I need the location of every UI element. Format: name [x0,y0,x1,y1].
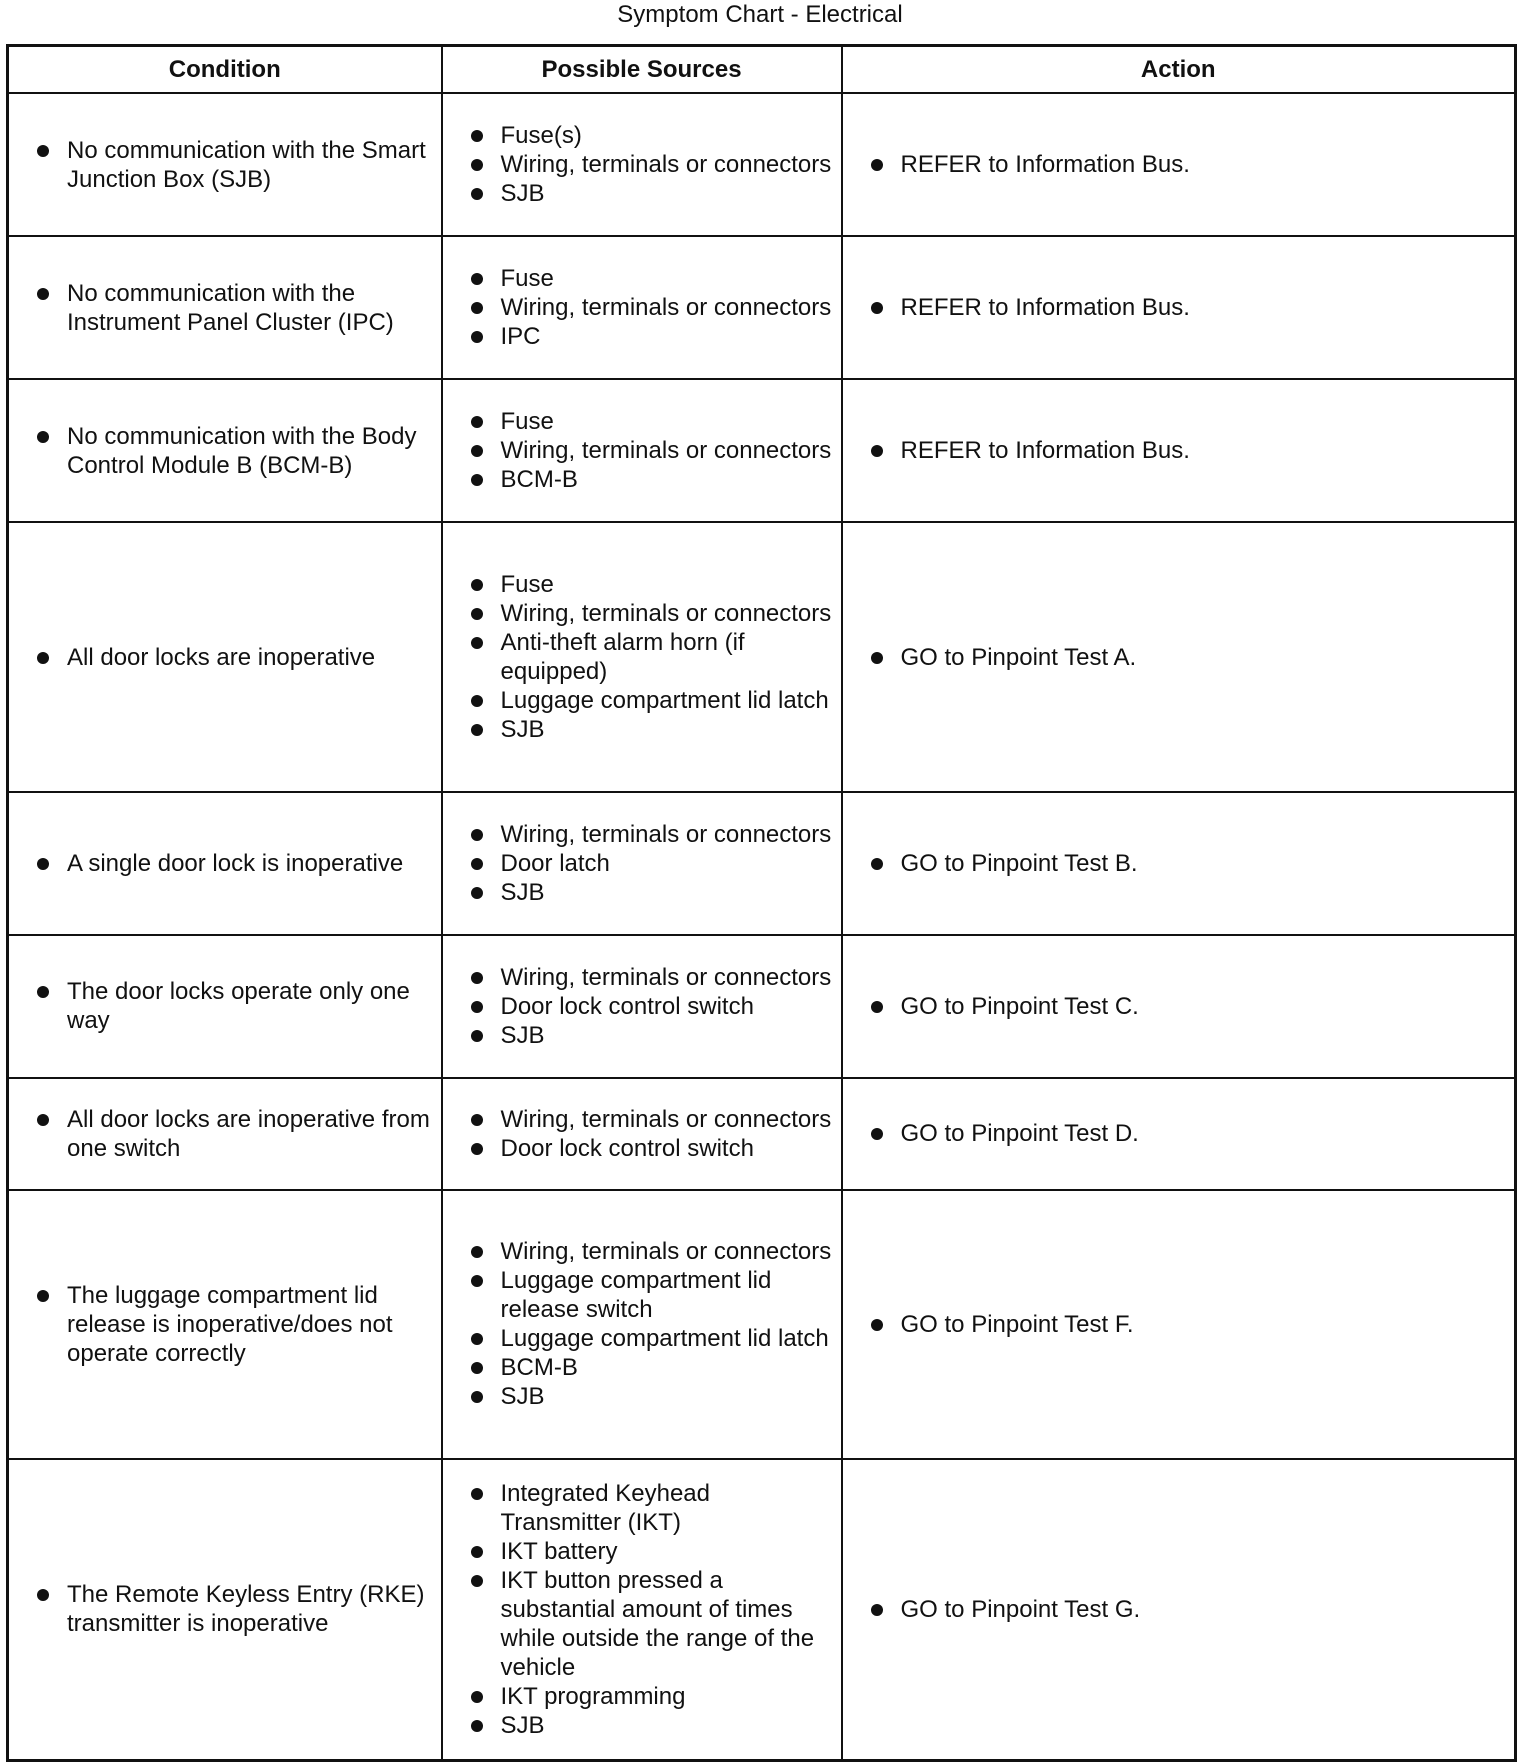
possible-sources-cell [442,93,842,236]
header-possible-sources: Possible Sources [442,46,842,94]
condition-text: The Remote Keyless Entry (RKE) transmitter is inoperative [35,1580,433,1638]
chart-title: Symptom Chart - Electrical [617,1,903,28]
condition-list [35,849,433,878]
condition-cell [8,93,442,236]
condition-text: The door locks operate only one way [35,977,433,1035]
condition-cell [8,1190,442,1459]
action-cell [842,935,1516,1078]
action-cell [842,1190,1516,1459]
action-text: REFER to Information Bus. [869,436,1507,465]
source-item: Luggage compartment lid latch [469,1324,833,1353]
condition-list [35,422,433,480]
sources-list [469,963,833,1050]
chart-body [8,93,1516,1761]
condition-list [35,1281,433,1368]
condition-cell [8,1459,442,1761]
table-row [8,1459,1516,1761]
action-list [869,436,1507,465]
source-item: SJB [469,1711,833,1740]
action-list [869,643,1507,672]
source-item: Integrated Keyhead Transmitter (IKT) [469,1479,833,1537]
condition-text: No communication with the Smart Junction Box (SJB) [35,136,433,194]
source-item: Fuse [469,264,833,293]
action-text: GO to Pinpoint Test B. [869,849,1507,878]
source-item: Wiring, terminals or connectors [469,150,833,179]
possible-sources-cell [442,792,842,935]
source-item: Fuse [469,570,833,599]
source-item: IKT battery [469,1537,833,1566]
possible-sources-cell [442,935,842,1078]
possible-sources-cell [442,1190,842,1459]
action-list [869,1119,1507,1148]
condition-cell [8,522,442,791]
source-item: BCM-B [469,465,833,494]
source-item: Wiring, terminals or connectors [469,436,833,465]
source-item: Wiring, terminals or connectors [469,963,833,992]
condition-text: No communication with the Body Control Module B (BCM-B) [35,422,433,480]
action-text: GO to Pinpoint Test C. [869,992,1507,1021]
action-list [869,992,1507,1021]
table-row [8,935,1516,1078]
source-item: BCM-B [469,1353,833,1382]
source-item: Wiring, terminals or connectors [469,599,833,628]
condition-cell [8,379,442,522]
source-item: IPC [469,322,833,351]
action-list [869,849,1507,878]
condition-cell [8,236,442,379]
condition-cell [8,935,442,1078]
source-item: Wiring, terminals or connectors [469,293,833,322]
action-cell [842,1459,1516,1761]
action-cell [842,1078,1516,1190]
sources-list [469,820,833,907]
condition-list [35,136,433,194]
table-row [8,522,1516,791]
source-item: SJB [469,179,833,208]
condition-cell [8,792,442,935]
source-item: Wiring, terminals or connectors [469,820,833,849]
action-list [869,293,1507,322]
sources-list [469,570,833,744]
sources-list [469,407,833,494]
condition-cell [8,1078,442,1190]
action-list [869,1595,1507,1624]
table-row [8,792,1516,935]
source-item: SJB [469,1021,833,1050]
condition-text: The luggage compartment lid release is inoperative/does not operate correctly [35,1281,433,1368]
condition-list [35,643,433,672]
action-cell [842,379,1516,522]
condition-list [35,977,433,1035]
table-row [8,236,1516,379]
sources-list [469,1105,833,1163]
possible-sources-cell [442,236,842,379]
action-text: REFER to Information Bus. [869,150,1507,179]
source-item: Luggage compartment lid release switch [469,1266,833,1324]
source-item: Anti-theft alarm horn (if equipped) [469,628,833,686]
possible-sources-cell [442,522,842,791]
sources-list [469,121,833,208]
condition-text: No communication with the Instrument Panel Cluster (IPC) [35,279,433,337]
condition-list [35,279,433,337]
action-cell [842,792,1516,935]
table-row [8,379,1516,522]
source-item: IKT button pressed a substantial amount of times while outside the range of the vehicle [469,1566,833,1682]
table-row [8,1190,1516,1459]
condition-text: All door locks are inoperative from one switch [35,1105,433,1163]
source-item: IKT programming [469,1682,833,1711]
action-cell [842,93,1516,236]
table-row [8,1078,1516,1190]
header-action: Action [842,46,1516,94]
source-item: Door lock control switch [469,992,833,1021]
source-item: Door latch [469,849,833,878]
condition-text: A single door lock is inoperative [35,849,433,878]
action-text: GO to Pinpoint Test D. [869,1119,1507,1148]
possible-sources-cell [442,1459,842,1761]
source-item: SJB [469,878,833,907]
symptom-chart-table [6,44,1517,1762]
action-cell [842,522,1516,791]
action-text: GO to Pinpoint Test G. [869,1595,1507,1624]
header-condition: Condition [8,46,442,94]
source-item: Fuse(s) [469,121,833,150]
action-list [869,1310,1507,1339]
source-item: Fuse [469,407,833,436]
action-cell [842,236,1516,379]
header-row [8,46,1516,94]
action-list [869,150,1507,179]
condition-text: All door locks are inoperative [35,643,433,672]
source-item: Wiring, terminals or connectors [469,1105,833,1134]
action-text: GO to Pinpoint Test F. [869,1310,1507,1339]
sources-list [469,1237,833,1411]
source-item: Door lock control switch [469,1134,833,1163]
source-item: SJB [469,715,833,744]
action-text: GO to Pinpoint Test A. [869,643,1507,672]
source-item: Luggage compartment lid latch [469,686,833,715]
source-item: SJB [469,1382,833,1411]
possible-sources-cell [442,379,842,522]
table-row [8,93,1516,236]
possible-sources-cell [442,1078,842,1190]
condition-list [35,1105,433,1163]
sources-list [469,264,833,351]
sources-list [469,1479,833,1740]
action-text: REFER to Information Bus. [869,293,1507,322]
condition-list [35,1580,433,1638]
source-item: Wiring, terminals or connectors [469,1237,833,1266]
